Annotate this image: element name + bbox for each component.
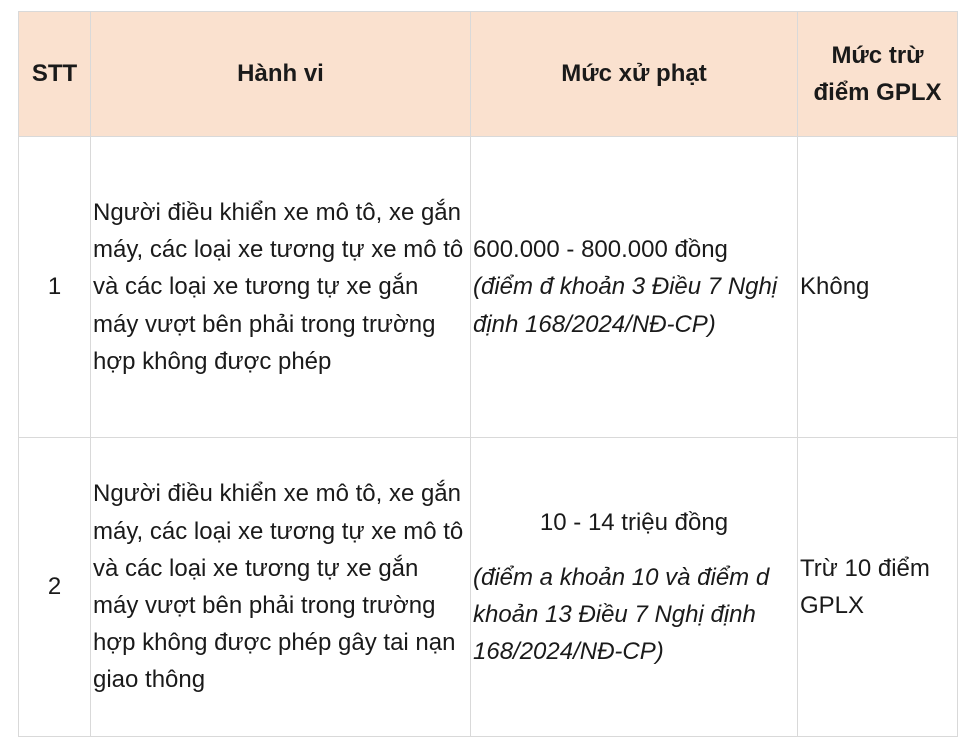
table-header-row (19, 12, 958, 137)
cell-hanh-vi: Người điều khiển xe mô tô, xe gắn máy, các loại xe tương tự xe mô tô và các loại xe tương tự xe gắn máy vượt bên phải trong trường hợp không được phép (91, 137, 471, 438)
cell-stt: 1 (19, 137, 91, 438)
cell-muc-xu-phat (471, 438, 798, 737)
table-row (19, 438, 958, 737)
legal-reference: (điểm a khoản 10 và điểm d khoản 13 Điều 7 Nghị định 168/2024/NĐ-CP) (473, 563, 770, 666)
cell-tru-diem: Không (798, 137, 958, 438)
cell-hanh-vi: Người điều khiển xe mô tô, xe gắn máy, các loại xe tương tự xe mô tô và các loại xe tương tự xe gắn máy vượt bên phải trong trường hợp không được phép gây tai nạn giao thông (91, 438, 471, 737)
fine-amount: 600.000 - 800.000 đồng (473, 236, 728, 264)
penalty-table-container (18, 11, 958, 737)
header-muc-xu-phat: Mức xử phạt (471, 12, 798, 137)
header-muc-tru-diem: Mức trừ điểm GPLX (798, 12, 958, 137)
cell-tru-diem: Trừ 10 điểm GPLX (798, 438, 958, 737)
cell-muc-xu-phat (471, 137, 798, 438)
legal-reference: (điểm đ khoản 3 Điều 7 Nghị định 168/2024/NĐ-CP) (473, 273, 778, 338)
header-stt: STT (19, 12, 91, 137)
cell-stt: 2 (19, 438, 91, 737)
header-hanh-vi: Hành vi (91, 12, 471, 137)
fine-amount: 10 - 14 triệu đồng (539, 508, 729, 536)
table-row (19, 137, 958, 438)
penalty-table (18, 11, 958, 737)
